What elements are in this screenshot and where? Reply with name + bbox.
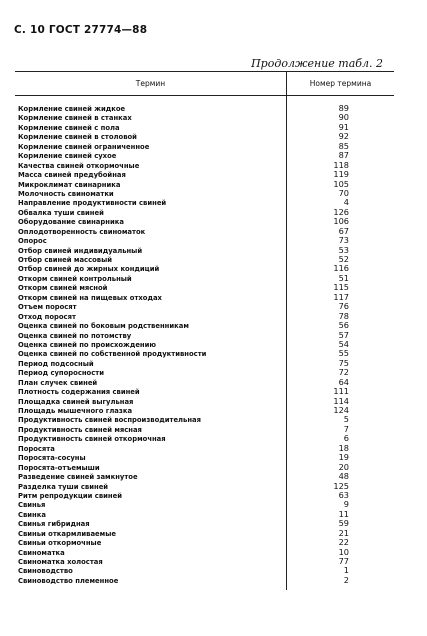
term-cell: Кормление свиней с пола (18, 122, 120, 132)
table-row (15, 359, 394, 368)
column-header-term: Термин (135, 79, 166, 88)
table-body (15, 104, 394, 585)
term-number-cell: 64 (338, 376, 349, 387)
table-row (15, 227, 394, 236)
term-cell: Опорос (18, 236, 47, 246)
term-number-cell: 51 (338, 272, 349, 283)
term-cell: Поросята-отъемыши (18, 462, 100, 472)
table-row (15, 132, 394, 141)
term-number-cell: 20 (338, 461, 349, 472)
table-row (15, 180, 394, 189)
term-cell: Оплодотворенность свиноматок (18, 226, 146, 236)
table-row (15, 312, 394, 321)
term-cell: Кормление свиней в столовой (18, 132, 137, 142)
table-row (15, 548, 394, 557)
term-number-cell: 67 (338, 225, 349, 236)
table-row (15, 463, 394, 472)
term-cell: Откорм свиней мясной (18, 283, 108, 293)
term-number-cell: 87 (338, 150, 349, 161)
term-number-cell: 119 (333, 169, 349, 180)
table-row (15, 293, 394, 302)
term-cell: Отбор свиней массовый (18, 255, 113, 264)
table-row (15, 425, 394, 434)
term-number-cell: 10 (338, 546, 349, 557)
term-cell: Оборудование свинарника (18, 217, 124, 227)
term-cell: Оценка свиней по потомству (18, 330, 132, 340)
term-cell: Отход поросят (18, 311, 76, 321)
table-row (15, 123, 394, 132)
table-row (15, 264, 394, 273)
term-cell: Площадь мышечного глазка (18, 406, 133, 415)
term-cell: Отъем поросят (18, 302, 77, 312)
table-row (15, 519, 394, 528)
term-cell: Разделка туши свиней (18, 481, 109, 491)
term-number-cell: 22 (338, 537, 349, 548)
term-number-cell: 118 (333, 159, 349, 170)
term-cell: Свиноматка холостая (18, 557, 103, 566)
term-number-cell: 18 (338, 442, 349, 453)
term-number-cell: 57 (338, 329, 349, 340)
table-row (15, 189, 394, 198)
term-number-cell: 7 (343, 423, 349, 434)
table-row (15, 302, 394, 311)
term-number-cell: 59 (338, 518, 349, 529)
table-row (15, 246, 394, 255)
term-number-cell: 63 (338, 489, 349, 500)
term-number-cell: 124 (333, 405, 349, 415)
term-cell: Свиноводство (18, 566, 73, 576)
term-cell: Отбор свиней индивидуальный (18, 245, 143, 255)
term-cell: Кормление свиней жидкое (18, 104, 126, 113)
page-header: С. 10 ГОСТ 27774—88 (14, 24, 148, 36)
term-number-cell: 91 (338, 121, 349, 132)
term-number-cell: 116 (333, 263, 349, 274)
term-cell: Оценка свиней по боковым родственникам (18, 321, 189, 331)
term-number-cell: 72 (338, 367, 349, 378)
term-cell: Свинья гибридная (18, 519, 90, 529)
term-number-cell: 55 (338, 348, 349, 359)
table-row (15, 529, 394, 538)
term-number-cell: 9 (343, 499, 349, 510)
term-cell: Молочность свиноматки (18, 188, 114, 198)
term-cell: Свиноводство племенное (18, 575, 119, 585)
term-cell: Продуктивность свиней мясная (18, 424, 142, 434)
term-number-cell: 115 (333, 282, 349, 293)
term-cell: Плотность содержания свиней (18, 387, 140, 397)
header-rule (15, 95, 394, 96)
table-row (15, 104, 394, 113)
term-number-cell: 126 (333, 206, 349, 217)
term-number-cell: 4 (343, 197, 349, 208)
term-number-cell: 111 (333, 386, 349, 397)
term-number-cell: 89 (338, 103, 349, 113)
term-number-cell: 52 (338, 254, 349, 264)
term-cell: Откорм свиней контрольный (18, 273, 132, 283)
column-header-number: Номер термина (309, 79, 372, 88)
table-row (15, 500, 394, 509)
term-cell: Обвалка туши свиней (18, 207, 104, 217)
table-row (15, 406, 394, 415)
table-row (15, 217, 394, 226)
term-number-cell: 125 (333, 480, 349, 491)
term-cell: Свинья (18, 500, 46, 510)
term-cell: Микроклимат свинарника (18, 179, 121, 189)
table-row (15, 444, 394, 453)
table-row (15, 538, 394, 547)
table-row (15, 340, 394, 349)
table-row (15, 482, 394, 491)
term-cell: Разведение свиней замкнутое (18, 472, 138, 482)
term-number-cell: 54 (338, 338, 349, 349)
term-number-cell: 85 (338, 140, 349, 151)
term-number-cell: 78 (338, 310, 349, 321)
term-number-cell: 77 (338, 556, 349, 566)
table-row (15, 236, 394, 245)
table-row (15, 510, 394, 519)
term-cell: Оценка свиней по происхождению (18, 339, 157, 349)
term-cell: Свиньи откормочные (18, 538, 102, 548)
term-number-cell: 11 (338, 508, 349, 519)
term-number-cell: 6 (343, 433, 349, 444)
term-cell: Откорм свиней на пищевых отходах (18, 292, 162, 302)
table-row (15, 576, 394, 585)
table-row (15, 113, 394, 122)
term-cell: Свинка (18, 509, 46, 519)
term-cell: Период супоросности (18, 368, 104, 378)
term-cell: Масса свиней предубойная (18, 170, 126, 180)
term-number-cell: 1 (343, 565, 349, 576)
table-row (15, 349, 394, 358)
term-cell: Кормление свиней в станках (18, 113, 132, 123)
term-number-cell: 2 (343, 574, 349, 585)
term-cell: Свиньи откармливаемые (18, 528, 116, 538)
term-cell: Продуктивность свиней воспроизводительная (18, 415, 201, 425)
term-number-cell: 56 (338, 320, 349, 331)
term-number-cell: 53 (338, 244, 349, 255)
term-number-cell: 92 (338, 131, 349, 142)
term-cell: Отбор свиней до жирных кондиций (18, 264, 160, 274)
term-cell: Кормление свиней ограниченное (18, 141, 150, 151)
terms-index-table (15, 71, 394, 590)
term-number-cell: 73 (338, 235, 349, 246)
term-cell: Оценка свиней по собственной продуктивности (18, 349, 207, 359)
term-number-cell: 76 (338, 301, 349, 312)
term-number-cell: 5 (343, 414, 349, 425)
table-row (15, 453, 394, 462)
term-cell: Период подсосный (18, 358, 94, 368)
term-number-cell: 105 (333, 178, 349, 189)
table-row (15, 491, 394, 500)
term-number-cell: 48 (338, 471, 349, 482)
table-row (15, 321, 394, 330)
term-cell: Свиноматка (18, 547, 65, 557)
table-row (15, 434, 394, 443)
term-cell: План случек свиней (18, 377, 98, 387)
term-number-cell: 21 (338, 527, 349, 538)
table-continuation-label: Продолжение табл. 2 (251, 57, 383, 70)
term-cell: Продуктивность свиней откормочная (18, 434, 166, 444)
table-row (15, 557, 394, 566)
term-cell: Площадка свиней выгульная (18, 396, 134, 406)
table-row (15, 566, 394, 575)
term-cell: Направление продуктивности свиней (18, 198, 167, 208)
term-number-cell: 114 (333, 395, 349, 406)
term-cell: Качества свиней откормочные (18, 160, 140, 170)
term-number-cell: 19 (338, 452, 349, 463)
table-row (15, 415, 394, 424)
term-number-cell: 75 (338, 357, 349, 368)
term-number-cell: 106 (333, 216, 349, 227)
table-row (15, 331, 394, 340)
term-cell: Кормление свиней сухое (18, 151, 117, 161)
table-row (15, 368, 394, 377)
table-row (15, 142, 394, 151)
term-cell: Поросята-сосуны (18, 453, 86, 463)
term-cell: Ритм репродукции свиней (18, 490, 122, 500)
term-cell: Поросята (18, 443, 55, 453)
term-number-cell: 117 (333, 291, 349, 302)
term-number-cell: 70 (338, 187, 349, 198)
term-number-cell: 90 (338, 112, 349, 123)
